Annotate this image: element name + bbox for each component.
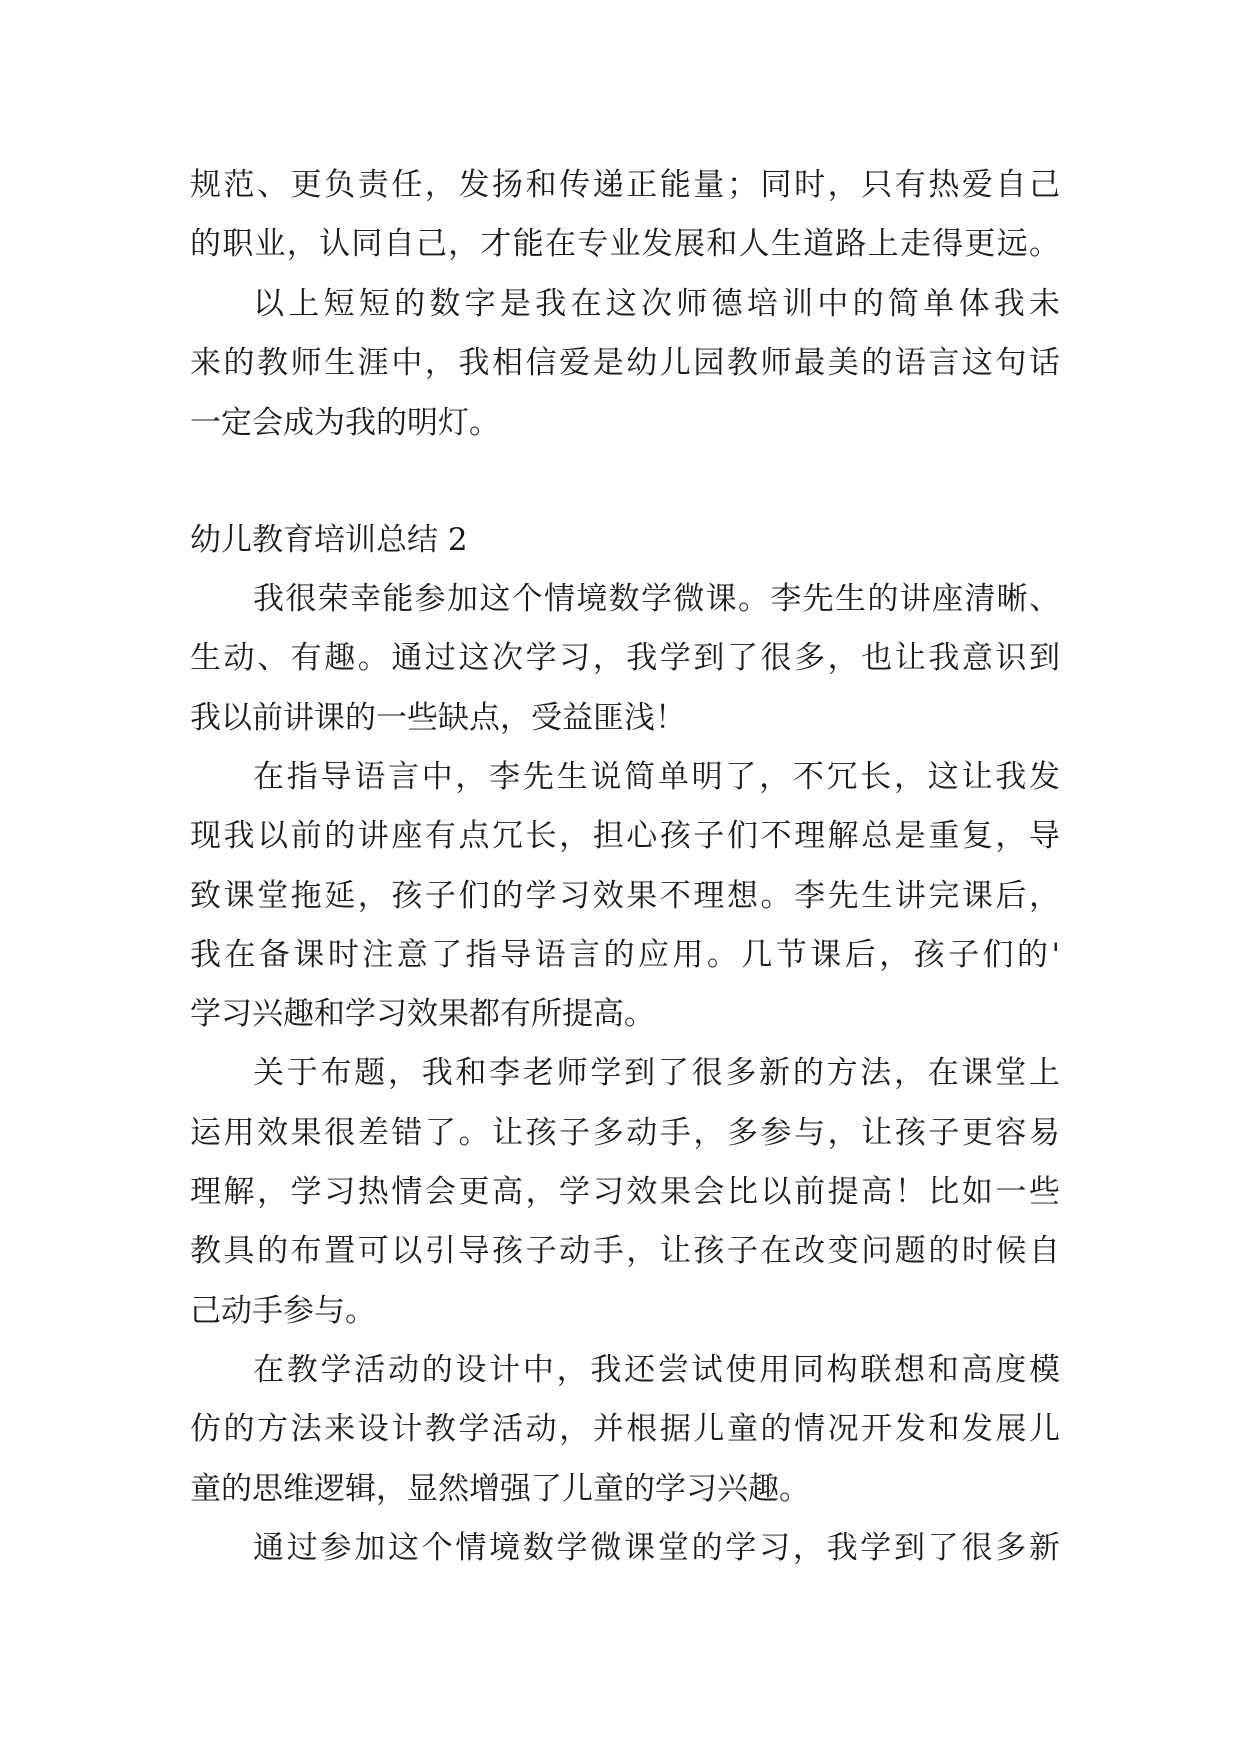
paragraph-first-line: 在指导语言中，李先生说简单明了，不冗长，这让我发 [253, 759, 1060, 795]
text-line: 教具的布置可以引导孩子动手，让孩子在改变问题的时候自 [190, 1233, 1060, 1269]
text-line: 现我以前的讲座有点冗长，担心孩子们不理解总是重复，导 [190, 818, 1060, 854]
text-line: 理解，学习热情会更高，学习效果会比以前提高！比如一些 [190, 1174, 1060, 1210]
text-line: 童的思维逻辑，显然增强了儿童的学习兴趣。 [190, 1471, 810, 1507]
text-line: 一定会成为我的明灯。 [190, 405, 500, 441]
section-heading: 幼儿教育培训总结 2 [190, 522, 468, 558]
text-line: 规范、更负责任，发扬和传递正能量；同时，只有热爱自己 [190, 167, 1060, 203]
paragraph-first-line: 在教学活动的设计中，我还尝试使用同构联想和高度模 [253, 1352, 1060, 1388]
text-line: 致课堂拖延，孩子们的学习效果不理想。李先生讲完课后， [190, 878, 1060, 914]
text-line: 我以前讲课的一些缺点，受益匪浅！ [190, 700, 686, 736]
text-line: 学习兴趣和学习效果都有所提高。 [190, 996, 655, 1032]
paragraph-first-line: 关于布题，我和李老师学到了很多新的方法，在课堂上 [253, 1055, 1060, 1091]
text-line: 生动、有趣。通过这次学习，我学到了很多，也让我意识到 [190, 640, 1060, 676]
paragraph-first-line: 以上短短的数字是我在这次师德培训中的简单体我未 [253, 286, 1060, 322]
text-line: 运用效果很差错了。让孩子多动手，多参与，让孩子更容易 [190, 1115, 1060, 1151]
text-line: 我在备课时注意了指导语言的应用。几节课后，孩子们的' [190, 937, 1060, 973]
text-line: 己动手参与。 [190, 1293, 376, 1329]
paragraph-first-line: 通过参加这个情境数学微课堂的学习，我学到了很多新 [253, 1530, 1060, 1566]
text-line: 仿的方法来设计教学活动，并根据儿童的情况开发和发展儿 [190, 1411, 1060, 1447]
text-line: 的职业，认同自己，才能在专业发展和人生道路上走得更远。 [190, 226, 1060, 262]
text-line: 来的教师生涯中，我相信爱是幼儿园教师最美的语言这句话 [190, 345, 1060, 381]
paragraph-first-line: 我很荣幸能参加这个情境数学微课。李先生的讲座清晰、 [253, 581, 1060, 617]
